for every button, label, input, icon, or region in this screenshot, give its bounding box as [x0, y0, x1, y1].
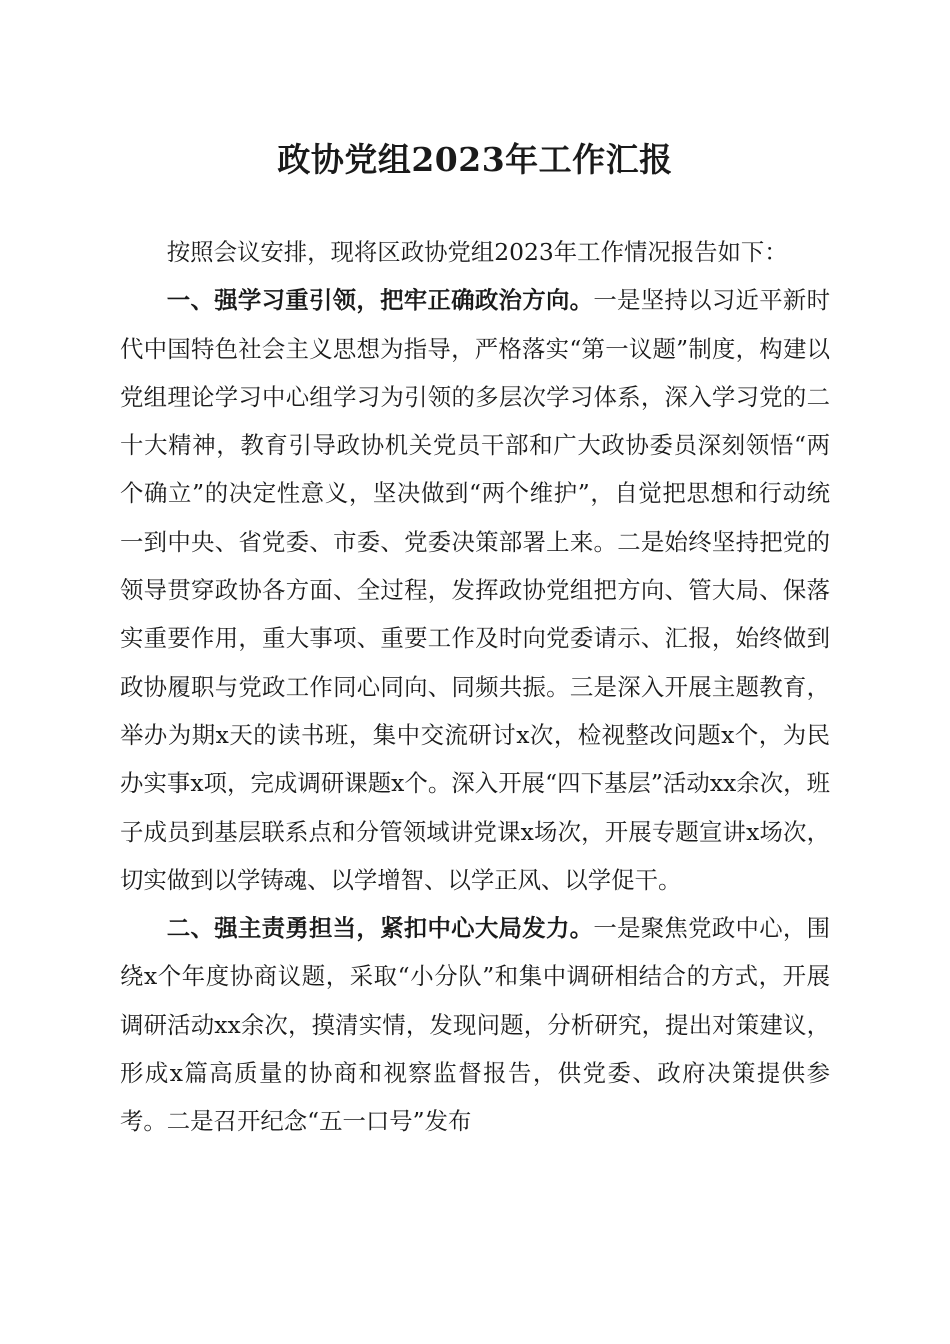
section-2-text: 一是聚焦党政中心，围绕x个年度协商议题，采取“小分队”和集中调研相结合的方式，开展调研活动xx余次，摸清实情，发现问题，分析研究，提出对策建议，形成x篇高质量的协商和视察监督报告，供党委、政府决策提供参考。二是召开纪念“五一口号”发布 — [120, 914, 831, 1136]
section-1-paragraph — [120, 276, 830, 904]
section-2-paragraph — [120, 904, 830, 1145]
intro-paragraph: 按照会议安排，现将区政协党组2023年工作情况报告如下： — [166, 238, 788, 266]
document-title: 政协党组2023年工作汇报 — [277, 140, 673, 179]
section-1-text: 一是坚持以习近平新时代中国特色社会主义思想为指导，严格落实“第一议题”制度，构建以党组理论学习中心组学习为引领的多层次学习体系，深入学习党的二十大精神，教育引导政协机关党员干部和广大政协委员深刻领悟“两个确立”的决定性意义，坚决做到“两个维护”，自觉把思想和行动统一到中央、省党委、市委、党委决策部署上来。二是始终坚持把党的领导贯穿政协各方面、全过程，发挥政协党组把方向、管大局、保落实重要作用，重大事项、重要工作及时向党委请示、汇报，始终做到政协履职与党政工作同心同向、同频共振。三是深入开展主题教育，举办为期x天的读书班，集中交流研讨x次，检视整改问题x个，为民办实事x项，完成调研课题x个。深入开展“四下基层”活动xx余次，班子成员到基层联系点和分管领域讲党课x场次，开展专题宣讲x场次，切实做到以学铸魂、以学增智、以学正风、以学促干。 — [120, 286, 831, 894]
document-body — [120, 228, 830, 1146]
section-1-heading: 一、强学习重引领，把牢正确政治方向。 — [166, 286, 594, 315]
section-2-heading: 二、强主责勇担当，紧扣中心大局发力。 — [166, 914, 594, 943]
